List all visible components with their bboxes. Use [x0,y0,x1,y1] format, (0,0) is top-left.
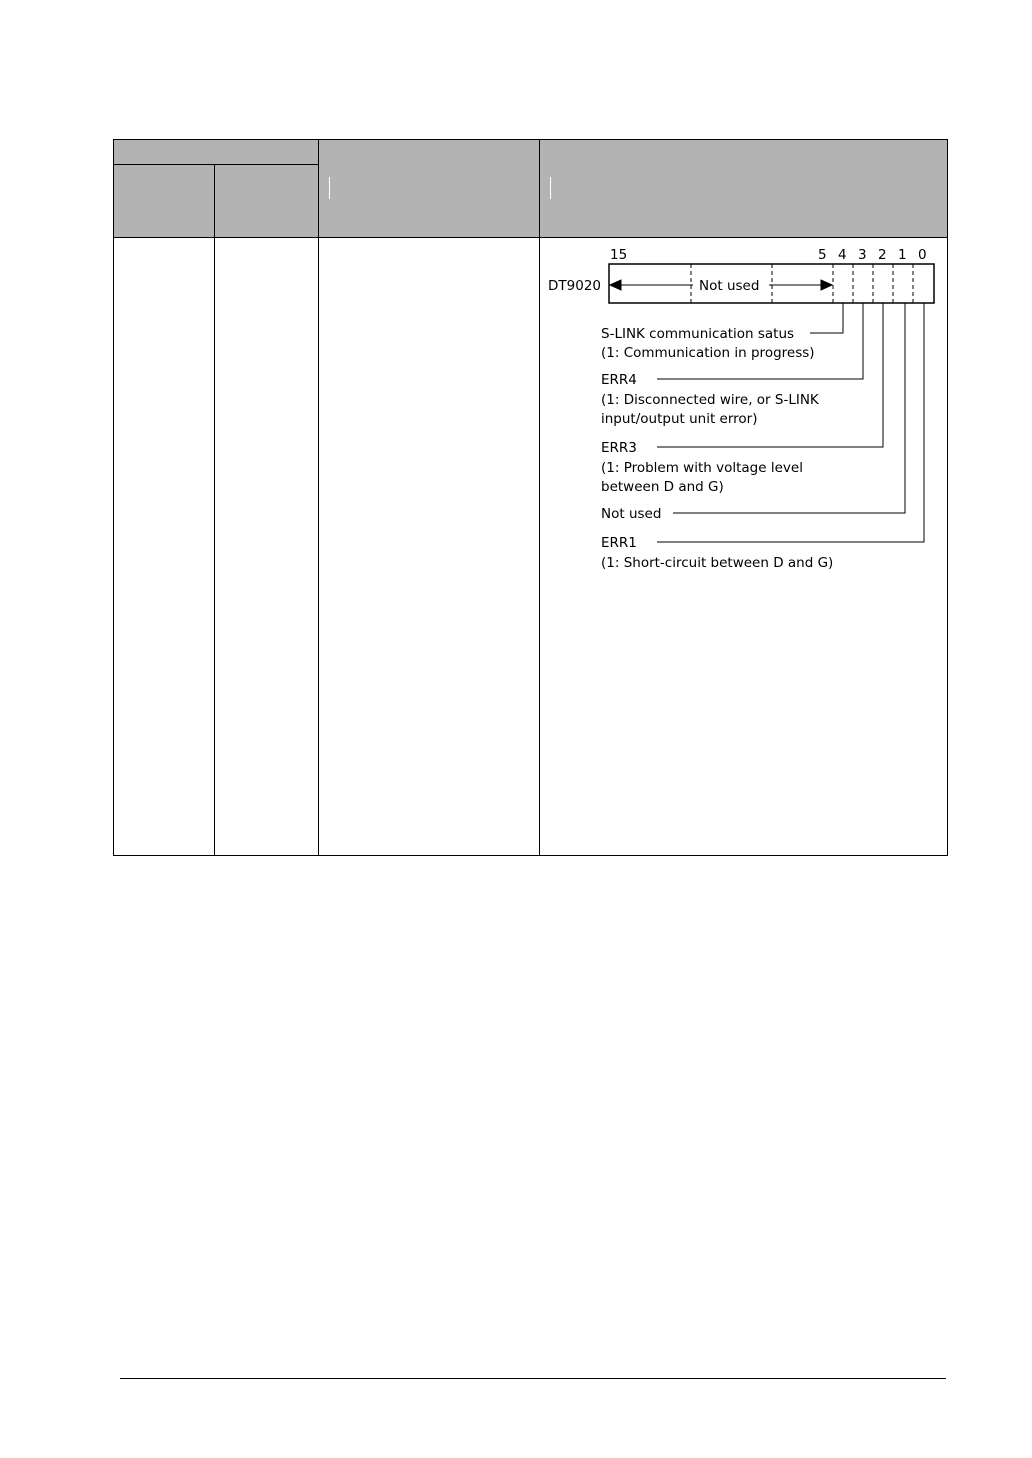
bit-label-15: 15 [610,247,628,263]
dt9020-bit-diagram [540,240,945,580]
register-name: DT9020 [548,278,601,294]
entry-err3-name: ERR3 [601,440,637,456]
col-divider-2 [318,140,319,856]
entry-not-used-name: Not used [601,506,662,522]
entry-err3-detail-line1: (1: Problem with voltage level [601,460,803,476]
entry-err1-name: ERR1 [601,535,637,551]
register-box [609,264,934,303]
bit-label-2: 2 [878,247,887,263]
entry-err4-name: ERR4 [601,372,637,388]
bit-label-1: 1 [898,247,907,263]
entry-slink-status-name: S-LINK communication satus [601,326,795,342]
bit-label-4: 4 [838,247,847,263]
header-group-divider [114,164,319,165]
entry-slink-status-detail: (1: Communication in progress) [601,345,815,361]
col-divider-1 [214,164,215,856]
bit-label-3: 3 [858,247,867,263]
entry-err4-detail-line1: (1: Disconnected wire, or S-LINK [601,392,819,408]
bit-label-0: 0 [918,247,927,263]
footer-rule [120,1378,946,1379]
header-text-marker [329,177,330,199]
header-row [114,140,947,237]
not-used-field-label: Not used [699,278,760,294]
header-bottom-border [114,237,947,238]
bit-label-5: 5 [818,247,827,263]
header-text-marker [550,177,551,199]
entry-err4-detail-line2: input/output unit error) [601,411,758,427]
entry-err3-detail-line2: between D and G) [601,479,724,495]
entry-err1-detail: (1: Short-circuit between D and G) [601,555,834,571]
leader-bit-4 [810,303,843,333]
